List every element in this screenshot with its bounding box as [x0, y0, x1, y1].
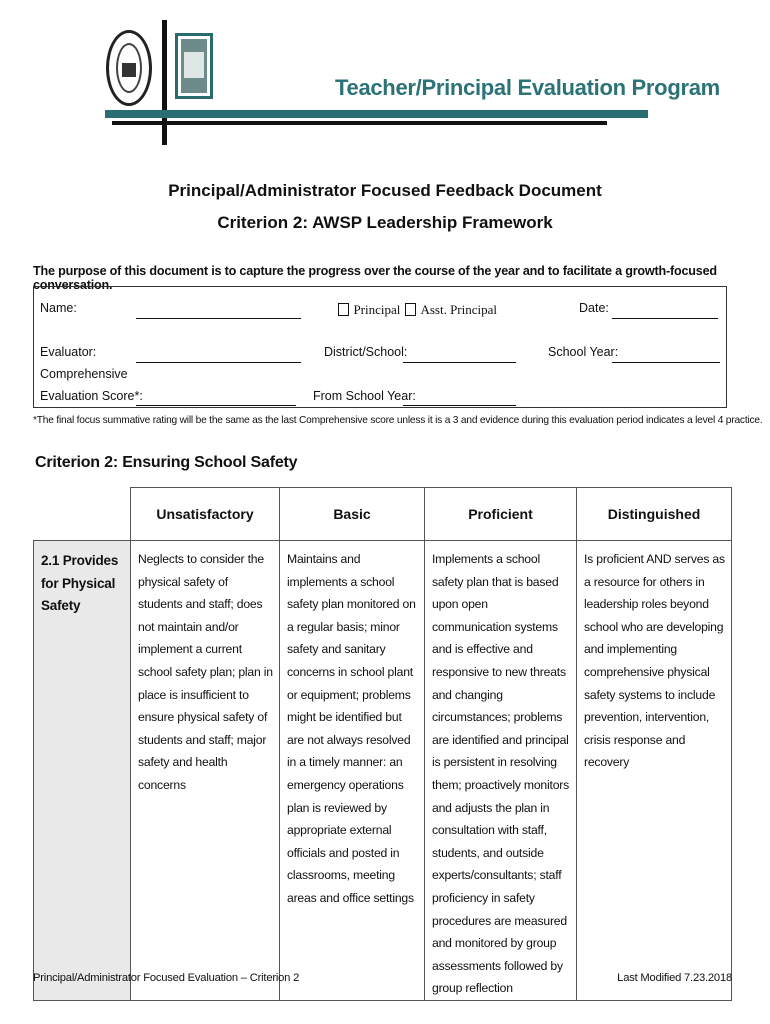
cell-unsatisfactory: Neglects to consider the physical safety of students and staff; does not maintain and/or implement a current school safety plan; plan in place is insufficient to ensure physical safety of students and staff; major safety and health concerns: [131, 541, 280, 1001]
principal-checkbox[interactable]: [338, 303, 349, 316]
from-school-year-field[interactable]: [403, 404, 516, 406]
rubric-table: [33, 487, 732, 1001]
header-unsatisfactory: Unsatisfactory: [131, 488, 280, 541]
score-label-line2: Evaluation Score*:: [40, 389, 143, 403]
info-form: [33, 286, 727, 408]
date-label: Date:: [579, 301, 609, 315]
cell-distinguished: Is proficient AND serves as a resource for others in leadership roles beyond school who are developing and implementing comprehensive physical safety systems to include prevention, intervention, crisis response and recovery: [577, 541, 732, 1001]
section-heading: Criterion 2: Ensuring School Safety: [35, 454, 298, 471]
document-subtitle: Criterion 2: AWSP Leadership Framework: [217, 213, 553, 232]
footnote: *The final focus summative rating will be the same as the last Comprehensive score unless it is a 3 and evidence during this evaluation period indicates a level 4 practice.: [33, 415, 763, 426]
header-proficient: Proficient: [425, 488, 577, 541]
school-year-field[interactable]: [612, 361, 720, 363]
footer-right: Last Modified 7.23.2018: [617, 972, 732, 984]
school-seal-logo: [106, 30, 152, 106]
score-label-line1: Comprehensive: [40, 367, 128, 381]
evaluator-field[interactable]: [136, 361, 301, 363]
rubric-corner-cell: [34, 488, 131, 541]
rubric-header-row: [34, 488, 732, 541]
name-label: Name:: [40, 301, 77, 315]
cell-basic: Maintains and implements a school safety plan monitored on a regular basis; minor safety and sanitary concerns in school plant or equipment; problems might be identified but are not always resolved in a timely manner: an emergency operations plan is reviewed by appropriate external officials and posted in classrooms, meeting areas and office settings: [280, 541, 425, 1001]
score-field[interactable]: [136, 404, 296, 406]
name-field[interactable]: [136, 317, 301, 319]
criterion-label: 2.1 Provides for Physical Safety: [34, 541, 131, 1001]
purpose-statement: The purpose of this document is to capture the progress over the course of the year and to facilitate a growth-focused conversation.: [33, 264, 717, 292]
document-title: Principal/Administrator Focused Feedback Document: [168, 181, 602, 200]
header-basic: Basic: [280, 488, 425, 541]
program-title: Teacher/Principal Evaluation Program: [335, 75, 720, 100]
date-field[interactable]: [612, 317, 718, 319]
district-field[interactable]: [403, 361, 516, 363]
cell-proficient: Implements a school safety plan that is based upon open communication systems and is effective and responsive to new threats and changing circumstances; problems are identified and principal is persistent in resolving them; proactively monitors and adjusts the plan in consultation with staff, students, and outside experts/consultants; staff proficiency in safety procedures are measured and monitored by group assessments followed by group reflection: [425, 541, 577, 1001]
principal-option[interactable]: [338, 301, 400, 319]
district-label: District/School:: [324, 345, 408, 359]
from-school-year-label: From School Year:: [313, 389, 416, 403]
header-distinguished: Distinguished: [577, 488, 732, 541]
evaluator-label: Evaluator:: [40, 345, 97, 359]
school-year-label: School Year:: [548, 345, 619, 359]
asst-principal-checkbox[interactable]: [405, 303, 416, 316]
header-divider-vertical: [162, 20, 167, 145]
header-teal-bar: [105, 110, 648, 118]
principal-label: Principal: [353, 302, 401, 317]
header-black-line: [112, 121, 607, 125]
rubric-row-2-1: [34, 541, 732, 1001]
asst-principal-label: Asst. Principal: [420, 302, 498, 317]
footer-left: Principal/Administrator Focused Evaluation – Criterion 2: [33, 972, 300, 984]
program-logo: [175, 33, 213, 99]
asst-principal-option[interactable]: [405, 301, 497, 319]
